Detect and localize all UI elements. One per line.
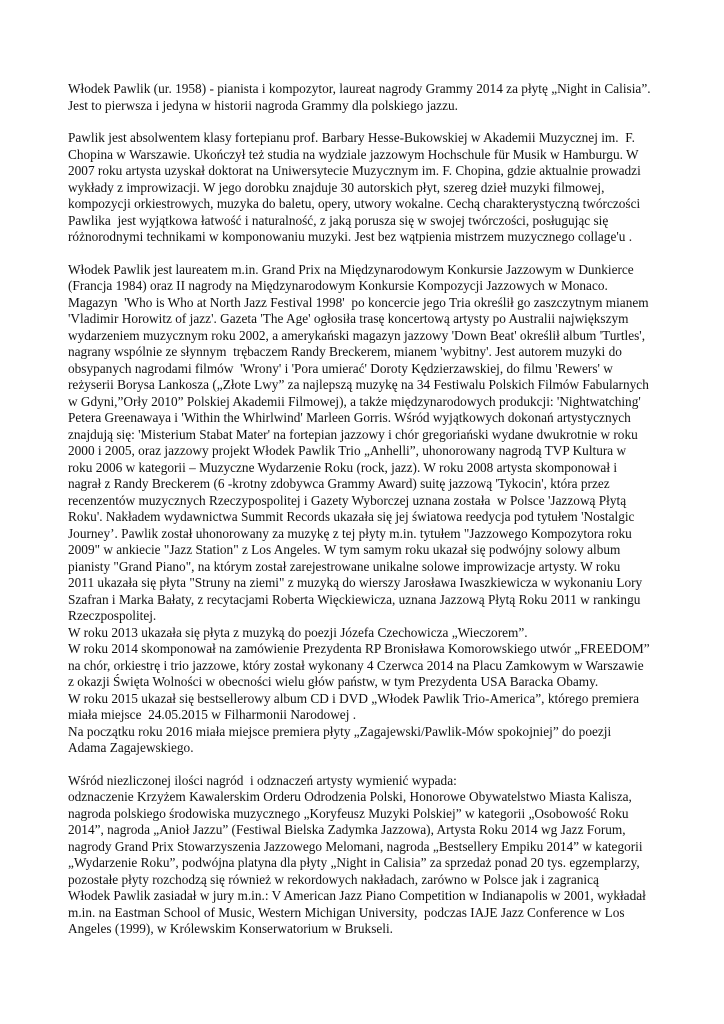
text-line: wykłady z improwizacji. W jego dorobku znajduje 30 autorskich płyt, szereg dzieł muzyki filmowej, — [68, 179, 605, 195]
text-line: różnorodnymi technikami w komponowaniu muzyki. Jest bez wątpienia mistrzem muzycznego collage'u . — [68, 229, 633, 244]
paragraph-3 — [68, 262, 708, 757]
text-line: odznaczenie Krzyżem Kawalerskim Orderu Odrodzenia Polski, Honorowe Obywatelstwo Miasta Kalisza, — [68, 789, 632, 804]
text-line: pozostałe płyty rozchodzą się również w rekordowych nakładach, zarówno w Polsce jak i zagranicą — [68, 871, 599, 887]
text-line: Petera Greenawaya i 'Within the Whirlwind' Marleen Gorris. Wśród wyjątkowych dokonań artystycznych — [68, 410, 631, 425]
text-line: Jest to pierwsza i jedyna w historii nagroda Grammy dla polskiego jazzu. — [68, 97, 458, 113]
text-line: wydarzeniem muzycznym roku 2002, a amerykański magazyn jazzowy 'Down Beat' określił album 'Turtles', — [68, 327, 646, 343]
text-line: na chór, orkiestrę i trio jazzowe, który został wykonany 4 Czerwca 2014 na Placu Zamkowym w Warszawie — [68, 657, 644, 673]
text-line: Angeles (1999), w Królewskim Konserwatorium w Brukseli. — [68, 921, 393, 936]
text-line: Na początku roku 2016 miała miejsce premiera płyty „Zagajewski/Pawlik-Mów spokojniej” do poezji — [68, 723, 612, 739]
text-line: w Gdyni,”Orły 2010” Polskiej Akademii Filmowej), a także międzynarodowych produkcji: 'Nightwatching' — [68, 393, 641, 409]
text-line: z okazji Święta Wolności w obecności wielu głów państw, w tym Prezydenta USA Baracka Obamy. — [68, 674, 599, 689]
text-line: reżyserii Borysa Lankosza („Złote Lwy” za najlepszą muzykę na 34 Festiwalu Polskich Filmów Fabularnych — [68, 377, 649, 392]
text-line: 2011 ukazała się płyta "Struny na ziemi" z muzyką do wierszy Jarosława Iwaszkiewicza w wykonaniu Lory — [68, 575, 643, 590]
text-line: kompozycji orkiestrowych, muzyka do baletu, opery, utwory wokalne. Cechą charakterystyczną twórczości — [68, 196, 641, 211]
text-line: Journey’. Pawlik został uhonorowany za muzykę z tej płyty m.in. tytułem "Jazzowego Kompozytora roku — [68, 525, 632, 541]
text-line: Magazyn 'Who is Who at North Jazz Festival 1998' po koncercie jego Tria określił go zaszczytnym mianem — [68, 294, 649, 310]
text-line: W roku 2013 ukazała się płyta z muzyką do poezji Józefa Czechowicza „Wieczorem”. — [68, 624, 528, 640]
document-body — [68, 81, 708, 954]
text-line: 'Vladimir Horowitz of jazz'. Gazeta 'The Age' ogłosiła trasę koncertową artysty po Australii największym — [68, 311, 629, 326]
text-line: Włodek Pawlik jest laureatem m.in. Grand Prix na Międzynarodowym Konkursie Jazzowym w Dunkierce — [68, 261, 634, 277]
text-line: W roku 2015 ukazał się bestsellerowy album CD i DVD „Włodek Pawlik Trio-America”, którego premiera — [68, 690, 640, 706]
text-line: pianisty "Grand Piano", na którym został zarejestrowane unikalne solowe improwizacje artysty. W roku — [68, 558, 621, 574]
text-line: roku 2006 w kategorii – Muzyczne Wydarzenie Roku (rock, jazz). W roku 2008 artysta skomponował i — [68, 459, 618, 475]
text-line: Szafran i Marka Bałaty, z recytacjami Roberta Więckiewicza, uznana Jazzową Płytą Roku 2011 w rankingu — [68, 591, 641, 607]
text-line: Wśród niezliczonej ilości nagród i odznaczeń artysty wymienić wypada: — [68, 772, 457, 788]
text-line: nagrał z Randy Breckerem (6 -krotny zdobywca Grammy Award) suitę jazzową 'Tykocin', która przez — [68, 476, 610, 491]
text-line: „Wydarzenie Roku”, podwójna platyna dla płyty „Night in Calisia” za sprzedaż ponad 20 tys. egzemplarzy, — [68, 855, 640, 870]
text-line: 2000 i 2005, oraz jazzowy projekt Włodek Pawlik Trio „Anhelli”, uhonorowany nagrodą TVP Kultura w — [68, 443, 627, 458]
text-line: 2007 roku artysta uzyskał doktorat na Uniwersytecie Muzycznym im. F. Chopina, gdzie aktualnie prowadzi — [68, 163, 641, 178]
text-line: W roku 2014 skomponował na zamówienie Prezydenta RP Bronisława Komorowskiego utwór „FREEDOM” — [68, 641, 650, 656]
text-line: nagrody Grand Prix Stowarzyszenia Jazzowego Melomani, nagroda „Bestsellery Empiku 2014” w kategorii — [68, 838, 643, 854]
text-line: Chopina w Warszawie. Ukończył też studia na wydziale jazzowym Hochschule für Musik w Hamburgu. W — [68, 146, 639, 162]
text-line: (Francja 1984) oraz II nagrody na Międzynarodowym Konkursie Kompozycji Jazzowych w Monaco. — [68, 278, 608, 293]
text-line: Pawlika jest wyjątkowa łatwość i naturalność, z jaką porusza się w swojej twórczości, posługując się — [68, 212, 609, 228]
text-line: 2009" w ankiecie "Jazz Station" z Los Angeles. W tym samym roku ukazał się podwójny solowy album — [68, 542, 621, 557]
text-line: Adama Zagajewskiego. — [68, 740, 194, 755]
text-line: nagrany wspólnie ze słynnym trębaczem Randy Breckerem, mianem 'wybitny'. Jest autorem muzyki do — [68, 344, 622, 359]
text-line: znajdują się: 'Misterium Stabat Mater' na fortepian jazzowy i chór gregoriański wydane dwukrotnie w roku — [68, 426, 638, 442]
text-line: Włodek Pawlik (ur. 1958) - pianista i kompozytor, laureat nagrody Grammy 2014 za płytę „Night in Calisia”. — [68, 81, 651, 96]
text-line: m.in. na Eastman School of Music, Western Michigan University, podczas IAJE Jazz Conference w Los — [68, 904, 625, 920]
text-line: Rzeczpospolitej. — [68, 608, 157, 623]
text-line: Roku'. Nakładem wydawnictwa Summit Records ukazała się jej światowa reedycja pod tytułem 'Nostalgic — [68, 509, 635, 524]
paragraph-4 — [68, 773, 708, 938]
text-line: 2014”, nagroda „Anioł Jazzu” (Festiwal Bielska Zadymka Jazzowa), Artysta Roku 2014 wg Jazz Forum, — [68, 822, 626, 837]
text-line: Włodek Pawlik zasiadał w jury m.in.: V American Jazz Piano Competition w Indianapolis w 2001, wykładał — [68, 888, 646, 903]
text-line: Pawlik jest absolwentem klasy fortepianu prof. Barbary Hesse-Bukowskiej w Akademii Muzycznej im. F. — [68, 130, 635, 145]
text-line: miała miejsce 24.05.2015 w Filharmonii Narodowej . — [68, 707, 357, 722]
paragraph-1 — [68, 81, 708, 114]
paragraph-2 — [68, 130, 708, 246]
text-line: recenzentów muzycznych Rzeczypospolitej i Gazety Wyborczej uznana została w Polsce 'Jazzową Płytą — [68, 492, 627, 508]
text-line: obsypanych nagrodami filmów 'Wrony' i 'Pora umierać' Doroty Kędzierzawskiej, do filmu 'Rewers' w — [68, 360, 613, 376]
text-line: nagroda polskiego środowiska muzycznego „Koryfeusz Muzyki Polskiej” w kategorii „Osobowość Roku — [68, 805, 629, 821]
